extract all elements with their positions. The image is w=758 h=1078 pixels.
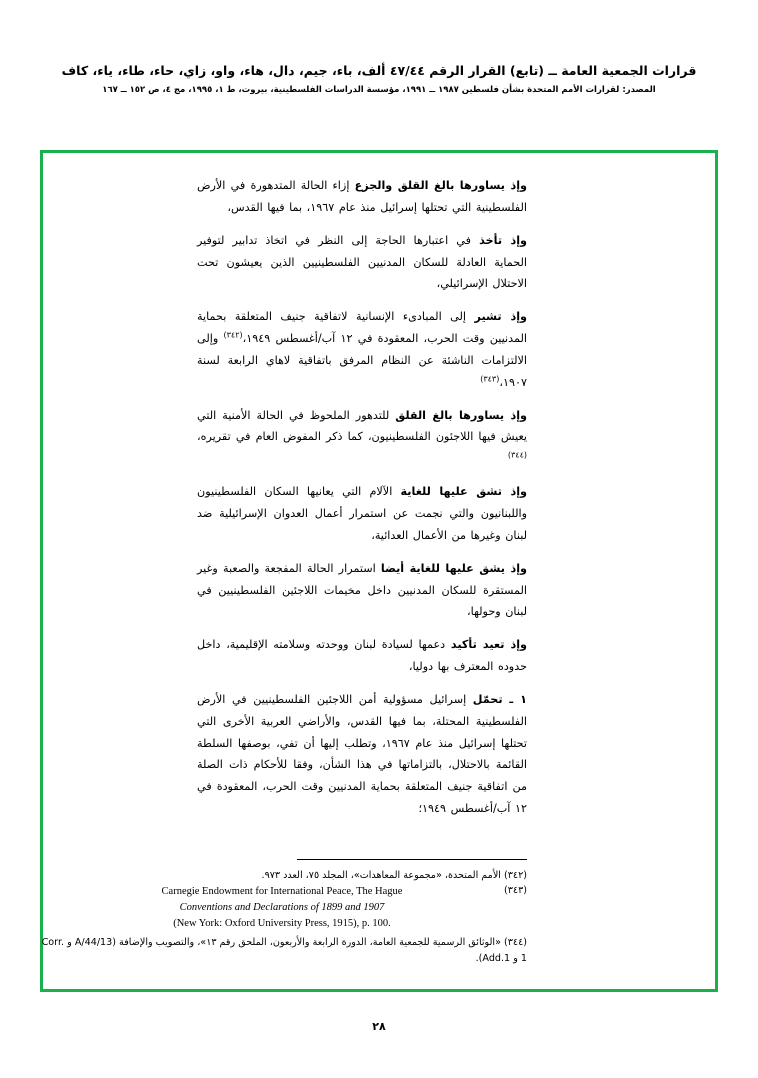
paragraph-text: للتدهور الملحوظ في الحالة الأمنية التي يعيش فيها اللاجئون الفلسطينيون، كما ذكر المفوض العام في تقريره،	[197, 408, 527, 444]
footnote-reference: (٣٤٣)	[480, 374, 500, 384]
paragraph-lead: ١ ـ تحمّل	[472, 692, 527, 706]
paragraph-text: استمرار الحالة المفجعة والصعبة وغير المستقرة للسكان المدنيين داخل مخيمات اللاجئين الفلسطينيين في لبنان وحولها،	[197, 561, 527, 619]
footnote-text-line	[37, 900, 527, 916]
paragraph	[197, 558, 527, 624]
paragraph	[197, 230, 527, 296]
footnote-separator	[297, 859, 527, 860]
header-title: قرارات الجمعية العامة ــ (تابع) القرار الرقم ٤٧/٤٤ ألف، باء، جيم، دال، هاء، واو، زاي، حاء، طاء، ياء، كاف	[61, 63, 697, 78]
footnote-item	[37, 868, 527, 884]
page-number: ٢٨	[372, 1020, 386, 1033]
footnote-marker: (٣٤٢)	[504, 869, 527, 881]
paragraph-text: الآلام التي يعانيها السكان الفلسطينيون واللبنانيون والتي نجمت عن استمرار أعمال العدوان الإسرائيلية ضد لبنان وغيرها من الأعمال العدائية،	[197, 485, 527, 542]
paragraph	[197, 634, 527, 678]
footnote-text: «الوثائق الرسمية للجمعية العامة، الدورة الرابعة والأربعون، الملحق رقم ١٣»، والتصويب والإضافة (A/44/13 و Corr. 1 و Add.1).	[41, 937, 527, 965]
footnote-text-line: (New York: Oxford University Press, 1915), p. 100.	[173, 918, 391, 930]
header-source: المصدر: لقرارات الأمم المتحدة بشأن فلسطين ١٩٨٧ ــ ١٩٩١، مؤسسة الدراسات الفلسطينية، بيروت، ط ١، ١٩٩٥، مج ٤، ص ١٥٢ ــ ١٦٧	[102, 84, 656, 95]
footnote-text-line: Carnegie Endowment for International Peace, The Hague	[161, 885, 403, 897]
footnote-text: الأمم المتحدة، «مجموعة المعاهدات»، المجلد ٧٥، العدد ٩٧٣.	[261, 869, 501, 881]
paragraph-text: إزاء الحالة المتدهورة في الأرض الفلسطينية التي تحتلها إسرائيل منذ عام ١٩٦٧، بما فيها القدس،	[197, 179, 527, 214]
paragraph-text: في اعتبارها الحاجة إلى النظر في اتخاذ تدابير لتوفير الحماية العادلة للسكان المدنيين الفلسطينيين الذين يعيشون تحت الاحتلال الإسرائيلي،	[197, 233, 527, 291]
footnote-reference: (٣٤٢)	[223, 330, 243, 340]
footnote-reference: (٣٤٤)	[507, 450, 527, 460]
paragraph-lead: وإذ تشير	[474, 310, 527, 324]
paragraph-text: دعمها لسيادة لبنان ووحدته وسلامته الإقليمية، داخل حدوده المعترف بها دوليا،	[197, 638, 527, 674]
paragraph-lead: وإذ يساورها بالغ القلق	[395, 408, 527, 422]
footnote-item	[37, 935, 527, 967]
paragraph-lead: وإذ تشق عليها للغاية	[400, 485, 527, 499]
footnotes-section	[37, 859, 527, 967]
paragraph	[197, 175, 527, 219]
green-content-frame	[40, 150, 718, 992]
numbered-paragraph	[197, 689, 527, 820]
paragraph	[197, 405, 527, 471]
footnote-marker: (٣٤٣)	[504, 884, 527, 896]
footnote-marker: (٣٤٤)	[504, 937, 527, 949]
paragraph	[197, 306, 527, 393]
document-body	[197, 175, 527, 831]
paragraph-text: إلى المبادىء الإنسانية لاتفاقية جنيف المتعلقة بحماية المدنيين وقت الحرب، المعقودة في ١٢ آب/أغسطس ١٩٤٩،	[197, 310, 527, 346]
paragraph-lead: وإذ يشق عليها للغاية أيضا	[380, 561, 527, 575]
footnote-italic-title: Conventions and Declarations of 1899 and 1907	[179, 901, 385, 913]
paragraph-text: إسرائيل مسؤولية أمن اللاجئين الفلسطينيين في الأرض الفلسطينية المحتلة، بما فيها القدس، والأراضي العربية الأخرى التي تحتلها إسرائيل منذ عام ١٩٦٧، وتطلب إليها أن تفي، بوصفها السلطة القائمة بالاحتلال، بالتزاماتها في هذا الشأن، وفقا للأحكام ذات الصلة من اتفاقية جنيف المتعلقة بحماية المدنيين وقت الحرب، المعقودة في ١٢ آب/أغسطس ١٩٤٩؛	[197, 692, 527, 816]
paragraph	[197, 481, 527, 547]
paragraph-lead: وإذ يساورها بالغ القلق والجزع	[354, 179, 527, 192]
paragraph-lead: وإذ تأخذ	[479, 233, 527, 247]
paragraph-text-continued: وإلى الالتزامات الناشئة عن النظام المرفق باتفاقية لاهاي الرابعة لسنة ١٩٠٧،	[197, 332, 527, 389]
page-header	[0, 62, 758, 97]
paragraph-lead: وإذ تعيد تأكيد	[450, 638, 527, 652]
